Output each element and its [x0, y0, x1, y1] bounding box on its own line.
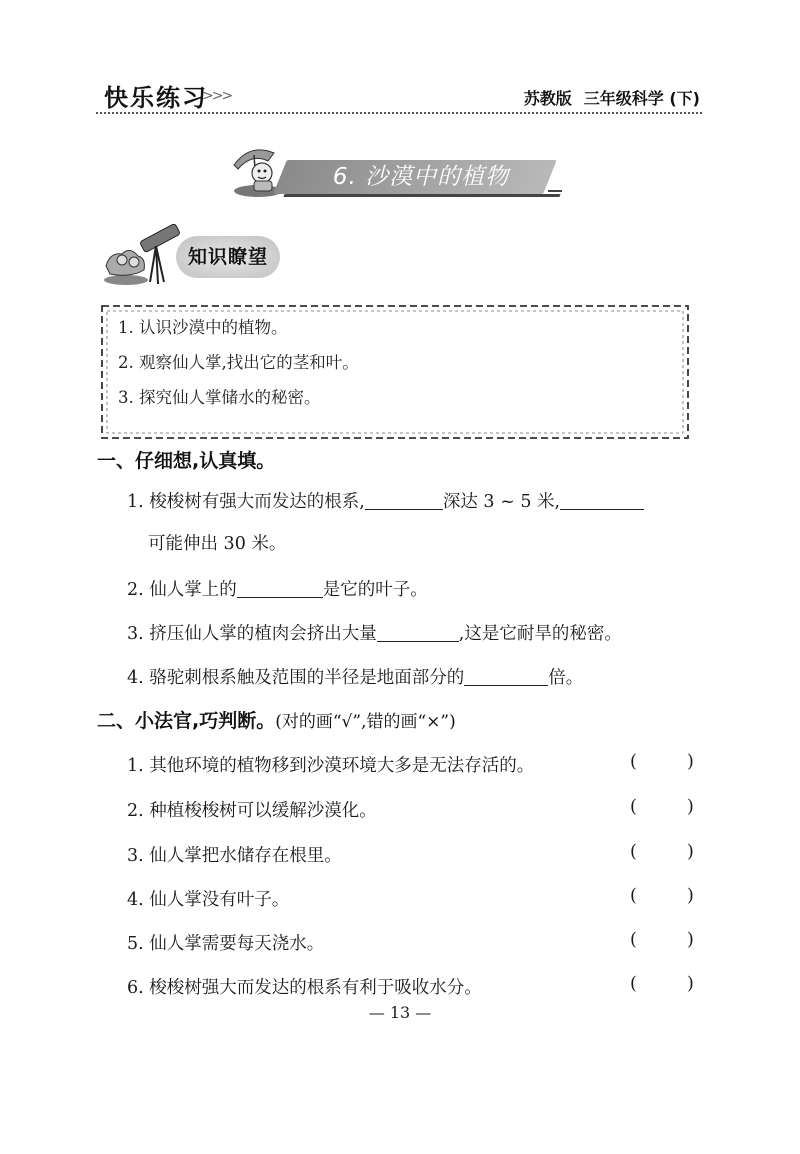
- judge-question-6: 6. 梭梭树强大而发达的根系有利于吸收水分。: [127, 978, 482, 998]
- judge-question-3: 3. 仙人掌把水储存在根里。: [127, 846, 342, 866]
- goal-item: 2. 观察仙人掌,找出它的茎和叶。: [118, 353, 359, 372]
- publisher: 苏教版: [523, 89, 572, 108]
- fill-question-4: [127, 664, 583, 689]
- banner-shadow: [283, 194, 560, 197]
- brand-arrows: >>>: [202, 88, 232, 104]
- header-divider: [96, 112, 702, 114]
- answer-blank[interactable]: [560, 491, 644, 510]
- answer-paren-open[interactable]: (: [630, 797, 637, 817]
- brand-title: 快乐练习: [104, 84, 208, 112]
- answer-paren-open[interactable]: (: [630, 842, 637, 862]
- answer-paren-open[interactable]: (: [630, 752, 637, 772]
- grade-subject: 三年级科学 (下): [583, 89, 700, 108]
- question-text: 深达 3 ~ 5 米,: [442, 492, 561, 512]
- telescope-icon: [100, 222, 184, 288]
- question-text: 3. 挤压仙人掌的植肉会挤出大量: [127, 624, 377, 644]
- edition-info: [512, 86, 700, 109]
- question-text: 倍。: [548, 668, 584, 688]
- answer-paren-close: ): [687, 930, 694, 950]
- question-text: ,这是它耐旱的秘密。: [458, 624, 622, 644]
- answer-blank[interactable]: [237, 579, 323, 598]
- answer-paren-close: ): [687, 797, 694, 817]
- question-text: 1. 梭梭树有强大而发达的根系,: [127, 492, 365, 512]
- fill-question-3: [127, 620, 622, 645]
- question-text: 是它的叶子。: [322, 580, 428, 600]
- answer-paren-open[interactable]: (: [630, 930, 637, 950]
- question-text: 2. 仙人掌上的: [127, 580, 237, 600]
- banner-tail: [548, 190, 562, 192]
- answer-blank[interactable]: [464, 667, 548, 686]
- page-number: — 13 —: [368, 1003, 432, 1022]
- answer-paren-open[interactable]: (: [630, 974, 637, 994]
- judge-question-4: 4. 仙人掌没有叶子。: [127, 890, 290, 910]
- judge-question-2: 2. 种植梭梭树可以缓解沙漠化。: [127, 801, 377, 821]
- answer-paren-open[interactable]: (: [630, 886, 637, 906]
- section-label: 知识瞭望: [187, 246, 268, 268]
- answer-paren-close: ): [687, 842, 694, 862]
- judge-question-1: 1. 其他环境的植物移到沙漠环境大多是无法存活的。: [127, 756, 535, 776]
- answer-paren-close: ): [687, 752, 694, 772]
- answer-blank[interactable]: [365, 491, 443, 510]
- answer-blank[interactable]: [377, 623, 459, 642]
- lesson-title: 6. 沙漠中的植物: [332, 164, 510, 190]
- judge-question-5: 5. 仙人掌需要每天浇水。: [127, 934, 325, 954]
- fill-question-1-cont: 可能伸出 30 米。: [148, 534, 287, 554]
- question-text: 4. 骆驼刺根系触及范围的半径是地面部分的: [127, 668, 465, 688]
- fill-question-1: [127, 488, 644, 513]
- answer-paren-close: ): [687, 886, 694, 906]
- fill-question-2: [127, 576, 428, 601]
- section1-title: 一、仔细想,认真填。: [97, 450, 276, 472]
- goal-item: 1. 认识沙漠中的植物。: [118, 318, 288, 337]
- section2-title-text: 二、小法官,巧判断。: [97, 710, 276, 732]
- section2-instruction: (对的画“√”,错的画“×”): [275, 712, 456, 732]
- goal-item: 3. 探究仙人掌储水的秘密。: [118, 388, 321, 407]
- section2-title: [97, 706, 456, 733]
- answer-paren-close: ): [687, 974, 694, 994]
